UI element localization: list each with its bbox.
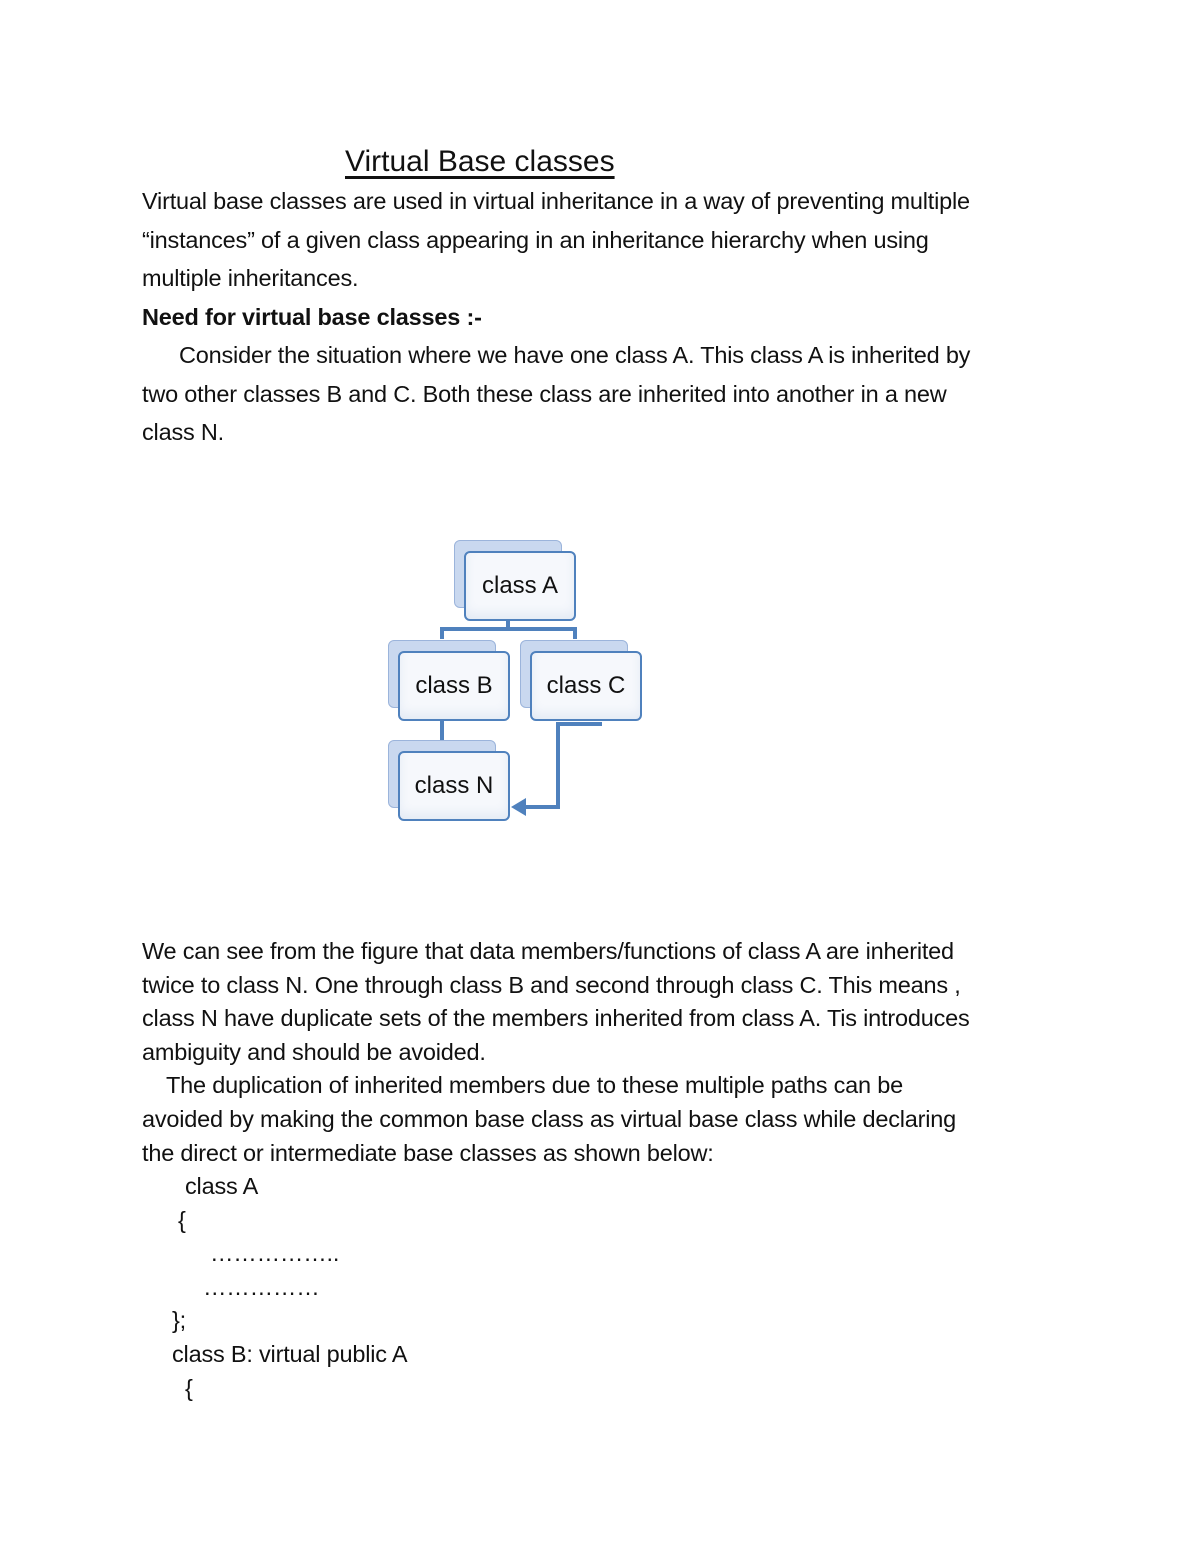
explanation-line-4: ambiguity and should be avoided. xyxy=(142,1039,486,1065)
class-a-box xyxy=(464,551,576,621)
code-line-7: { xyxy=(185,1375,193,1401)
explanation-line-5: The duplication of inherited members due to these multiple paths can be xyxy=(166,1072,903,1098)
inheritance-diagram xyxy=(380,535,660,835)
code-line-5: }; xyxy=(172,1307,186,1333)
explanation-line-6: avoided by making the common base class as virtual base class while declaring xyxy=(142,1106,957,1132)
class-c-box xyxy=(530,651,642,721)
code-line-3: …………….. xyxy=(210,1240,340,1266)
page-title: Virtual Base classes xyxy=(345,145,615,178)
explanation-line-3: class N have duplicate sets of the members inherited from class A. Tis introduces xyxy=(142,1005,970,1031)
class-b-label: class B xyxy=(415,672,493,699)
intro-line-3: multiple inheritances. xyxy=(142,265,359,291)
class-a-label: class A xyxy=(481,572,559,599)
explanation-line-7: the direct or intermediate base classes as shown below: xyxy=(142,1140,714,1166)
connector-c-n xyxy=(523,724,602,807)
consider-line-1: Consider the situation where we have one class A. This class A is inherited by xyxy=(179,342,971,368)
class-n-box xyxy=(398,751,510,821)
connector-a-c xyxy=(508,629,575,639)
class-n-label: class N xyxy=(414,772,494,799)
consider-line-2: two other classes B and C. Both these class are inherited into another in a new xyxy=(142,381,947,407)
explanation-line-2: twice to class N. One through class B and second through class C. This means , xyxy=(142,972,961,998)
code-line-4: …………… xyxy=(203,1274,320,1300)
consider-line-3: class N. xyxy=(142,419,224,445)
code-line-1: class A xyxy=(185,1173,259,1199)
code-line-2: { xyxy=(178,1207,186,1233)
class-c-label: class C xyxy=(546,672,626,699)
connector-a-b xyxy=(442,621,508,639)
class-b-box xyxy=(398,651,510,721)
arrowhead-icon xyxy=(511,798,526,816)
intro-line-2: “instances” of a given class appearing in an inheritance hierarchy when using xyxy=(142,227,929,253)
explanation-line-1: We can see from the figure that data members/functions of class A are inherited xyxy=(142,938,954,964)
code-line-6: class B: virtual public A xyxy=(172,1341,408,1367)
section-heading: Need for virtual base classes :- xyxy=(142,304,482,330)
intro-line-1: Virtual base classes are used in virtual inheritance in a way of preventing multiple xyxy=(142,188,970,214)
